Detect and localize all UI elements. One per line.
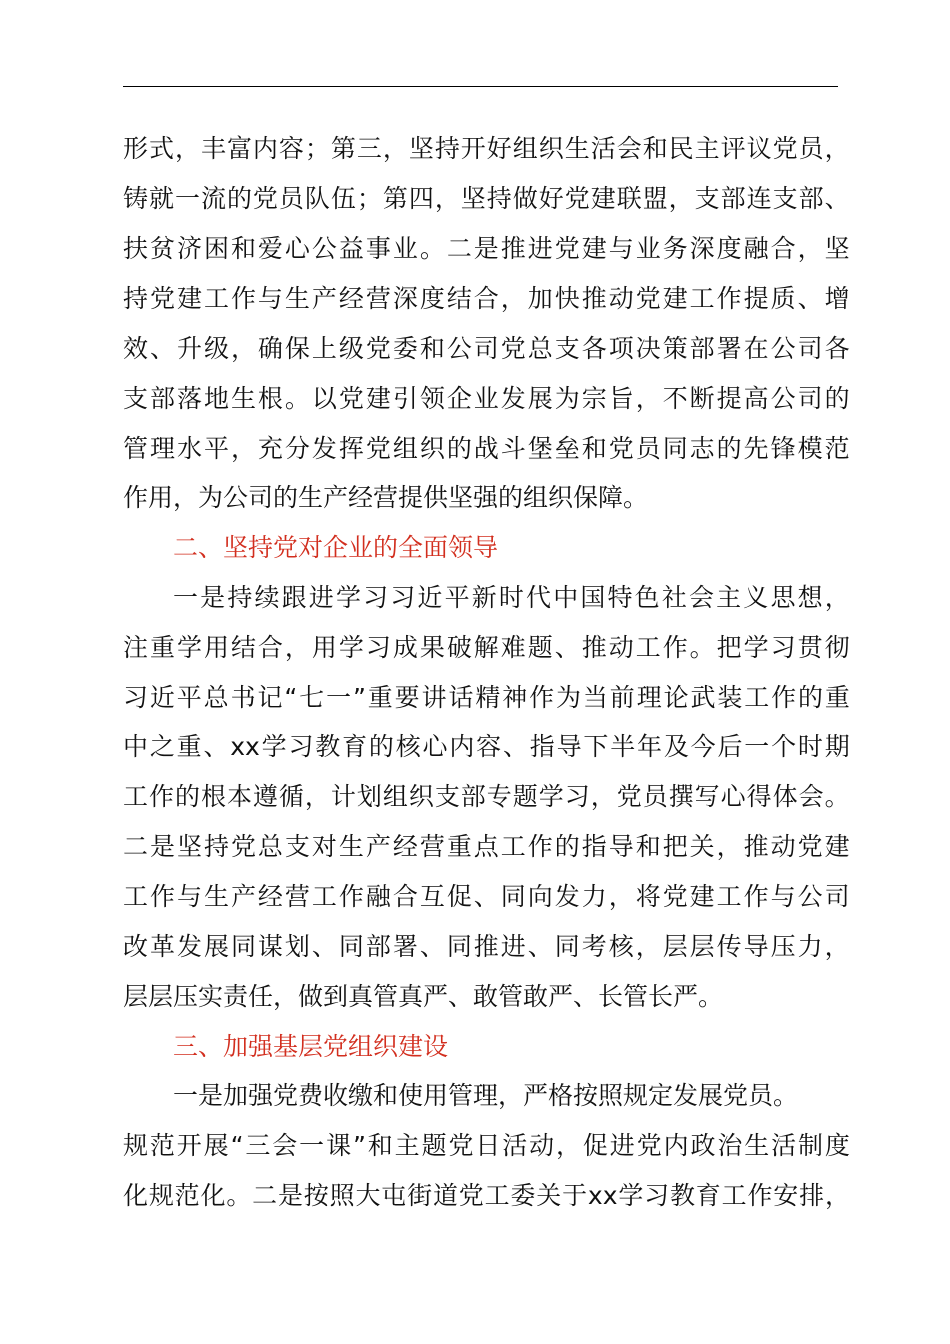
body-line-3: 扶 贫 济 困 和 爱 心 公 益 事 业 。 二 是 推 进 党 建 与 业 务 深 度 融 合 ， 坚 [123,234,850,263]
section-heading-3: 三、加强基层党组织建设 [173,1032,449,1061]
body-line-15: 工 作 与 生 产 经 营 工 作 融 合 互 促 、 同 向 发 力 ， 将 党 建 工 作 与 公 司 [123,882,850,911]
body-line-17: 层层压实责任，做到真管真严、敢管敢严、长管长严。 [123,982,724,1011]
section-heading-2: 二、坚持党对企业的全面领导 [173,533,499,562]
body-line-2: 铸 就 一 流 的 党 员 队 伍 ； 第 四 ， 坚 持 做 好 党 建 联 盟 ， 支 部 连 支 部 、 [123,184,850,213]
body-line-6: 支 部 落 地 生 根 。 以 党 建 引 领 企 业 发 展 为 宗 旨 ， 不 断 提 高 公 司 的 [123,384,850,413]
body-line-5: 效 、 升 级 ， 确 保 上 级 党 委 和 公 司 党 总 支 各 项 决 策 部 署 在 公 司 各 [123,334,850,363]
body-line-18: 一是加强党费收缴和使用管理，严格按照规定发展党员。 [173,1081,799,1110]
body-line-9: 一 是 持 续 跟 进 学 习 习 近 平 新 时 代 中 国 特 色 社 会 主 义 思 想 ， [173,583,850,612]
body-line-4: 持 党 建 工 作 与 生 产 经 营 深 度 结 合 ， 加 快 推 动 党 建 工 作 提 质 、 增 [123,284,850,313]
body-line-12: 中 之 重 、 xx 学 习 教 育 的 核 心 内 容 、 指 导 下 半 年 及 今 后 一 个 时 期 [123,732,850,761]
body-line-19: 规 范 开 展 “ 三 会 一 课 ” 和 主 题 党 日 活 动 ， 促 进 党 内 政 治 生 活 制 度 [123,1131,850,1160]
body-line-1: 形 式 ， 丰 富 内 容 ； 第 三 ， 坚 持 开 好 组 织 生 活 会 和 民 主 评 议 党 员 ， [123,134,850,163]
body-line-14: 二 是 坚 持 党 总 支 对 生 产 经 营 重 点 工 作 的 指 导 和 把 关 ， 推 动 党 建 [123,832,850,861]
body-line-16: 改 革 发 展 同 谋 划 、 同 部 署 、 同 推 进 、 同 考 核 ， 层 层 传 导 压 力 ， [123,932,850,961]
body-line-8: 作用，为公司的生产经营提供坚强的组织保障。 [123,483,649,512]
body-line-11: 习 近 平 总 书 记 “ 七 一 ” 重 要 讲 话 精 神 作 为 当 前 理 论 武 装 工 作 的 重 [123,683,850,712]
header-rule [123,86,838,87]
body-line-13: 工 作 的 根 本 遵 循 ， 计 划 组 织 支 部 专 题 学 习 ， 党 员 撰 写 心 得 体 会 。 [123,782,850,811]
body-line-7: 管 理 水 平 ， 充 分 发 挥 党 组 织 的 战 斗 堡 垒 和 党 员 同 志 的 先 锋 模 范 [123,434,850,463]
body-line-10: 注 重 学 用 结 合 ， 用 学 习 成 果 破 解 难 题 、 推 动 工 作 。 把 学 习 贯 彻 [123,633,850,662]
body-line-20: 化 规 范 化 。 二 是 按 照 大 屯 街 道 党 工 委 关 于 xx 学 习 教 育 工 作 安 排 ， [123,1181,850,1210]
